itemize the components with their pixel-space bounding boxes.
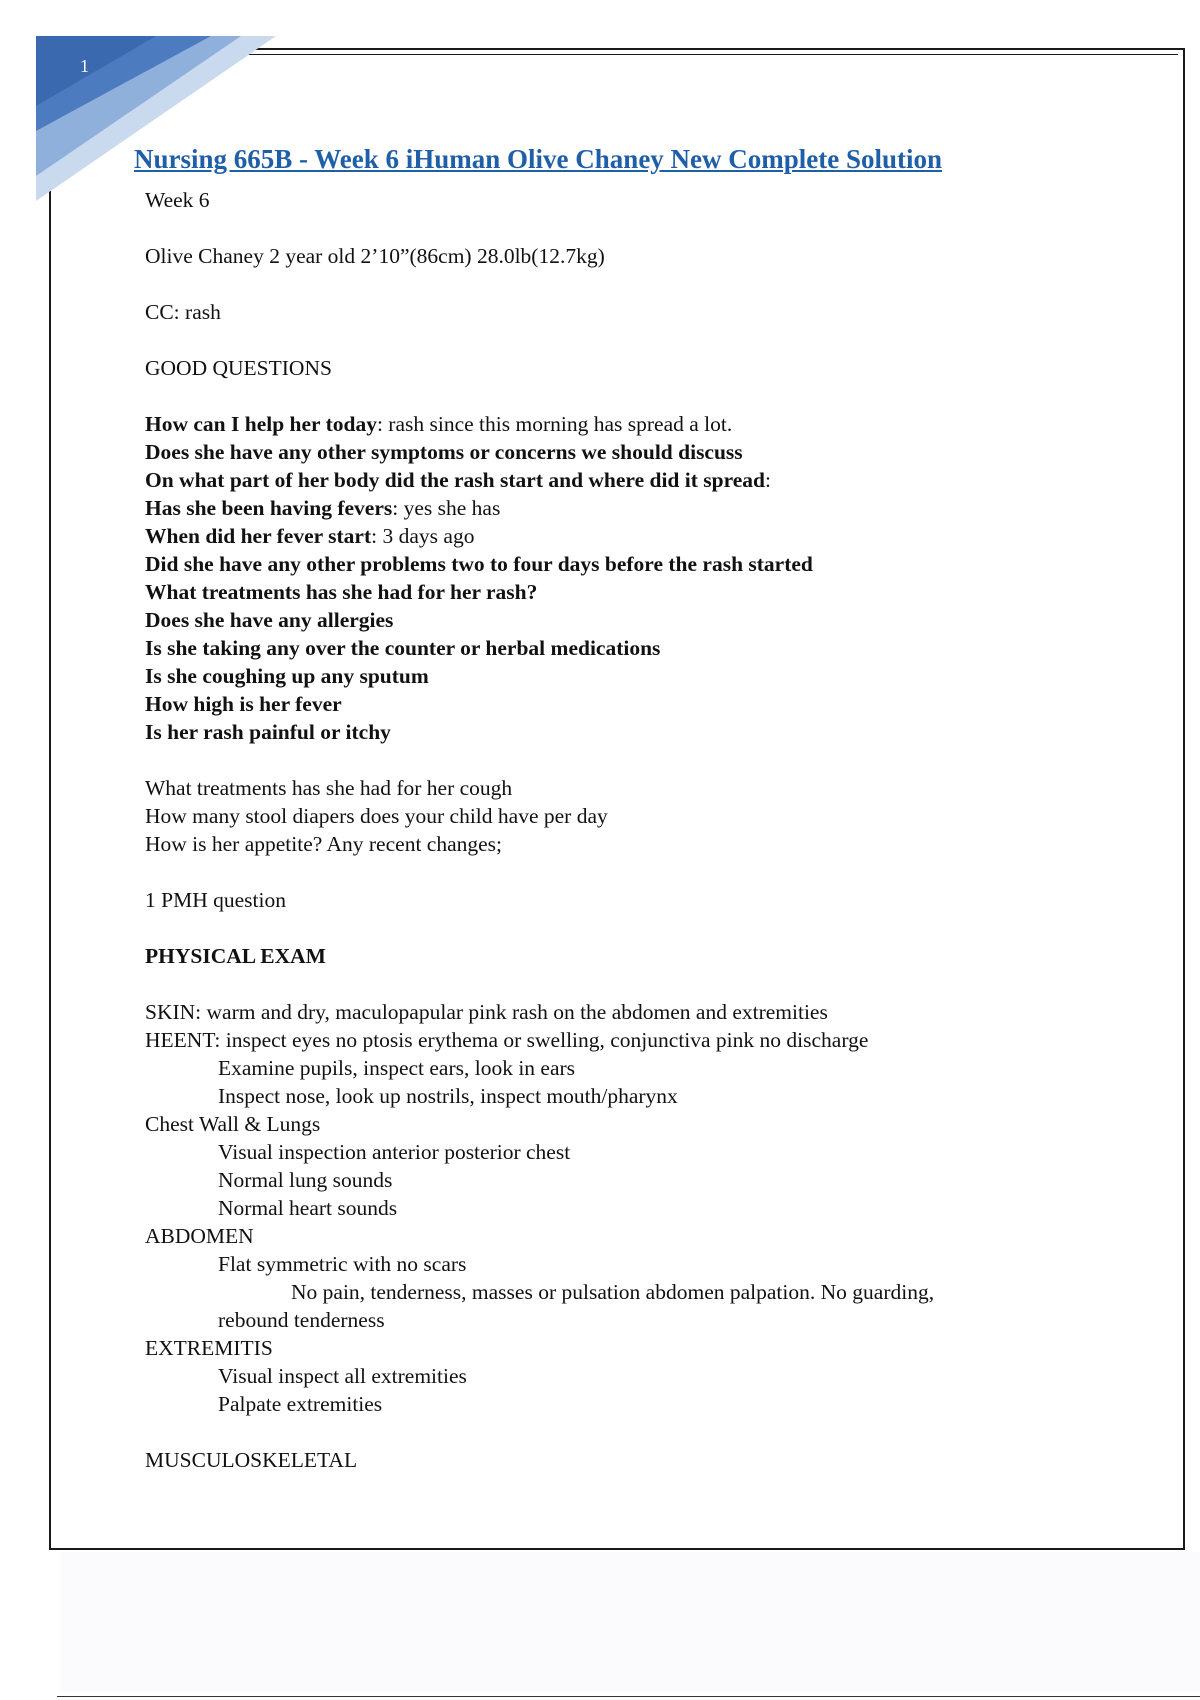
question-item	[145, 662, 1145, 690]
question-item	[145, 494, 1145, 522]
question-text: Does she have any other symptoms or concerns we should discuss	[145, 440, 743, 464]
chest-heading: Chest Wall & Lungs	[145, 1112, 321, 1136]
question-text: Did she have any other problems two to four days before the rash started	[145, 552, 813, 576]
abdomen-detail-cont: rebound tenderness	[218, 1308, 385, 1332]
question-item	[145, 690, 1145, 718]
next-page-top-rule	[57, 1696, 1200, 1697]
heent-finding: HEENT: inspect eyes no ptosis erythema or swelling, conjunctiva pink no discharge	[145, 1028, 869, 1052]
question-text: How can I help her today	[145, 412, 377, 436]
question-item	[145, 634, 1145, 662]
heent-item: Inspect nose, look up nostrils, inspect mouth/pharynx	[218, 1084, 678, 1108]
document-body	[145, 186, 1145, 1474]
chief-complaint: CC: rash	[145, 300, 221, 324]
chest-item: Normal lung sounds	[218, 1168, 393, 1192]
good-questions-list	[145, 410, 1145, 746]
next-page-shadow	[60, 1552, 1200, 1692]
question-item	[145, 606, 1145, 634]
answer-text: : 3 days ago	[371, 524, 475, 548]
extremities-item: Visual inspect all extremities	[218, 1364, 467, 1388]
extra-question: How many stool diapers does your child have per day	[145, 804, 608, 828]
question-text: On what part of her body did the rash start and where did it spread	[145, 468, 765, 492]
question-text: Has she been having fevers	[145, 496, 393, 520]
abdomen-detail: No pain, tenderness, masses or pulsation abdomen palpation. No guarding,	[291, 1280, 935, 1304]
abdomen-heading: ABDOMEN	[145, 1224, 254, 1248]
extremities-item: Palpate extremities	[218, 1392, 383, 1416]
answer-text: :	[765, 468, 771, 492]
chest-item: Normal heart sounds	[218, 1196, 398, 1220]
patient-info: Olive Chaney 2 year old 2’10”(86cm) 28.0lb(12.7kg)	[145, 244, 605, 268]
question-item	[145, 410, 1145, 438]
question-item	[145, 578, 1145, 606]
question-text: Is her rash painful or itchy	[145, 720, 391, 744]
musculoskeletal-heading: MUSCULOSKELETAL	[145, 1448, 358, 1472]
question-item	[145, 522, 1145, 550]
question-text: Does she have any allergies	[145, 608, 394, 632]
chest-item: Visual inspection anterior posterior chest	[218, 1140, 571, 1164]
extra-question: How is her appetite? Any recent changes;	[145, 832, 503, 856]
good-questions-heading: GOOD QUESTIONS	[145, 356, 332, 380]
week-label: Week 6	[145, 188, 210, 212]
skin-finding: SKIN: warm and dry, maculopapular pink rash on the abdomen and extremities	[145, 1000, 828, 1024]
answer-text: : rash since this morning has spread a lot.	[376, 412, 733, 436]
question-text: Is she coughing up any sputum	[145, 664, 429, 688]
document-title-link[interactable]: Nursing 665B - Week 6 iHuman Olive Chaney New Complete Solution	[134, 144, 943, 174]
extra-question: What treatments has she had for her cough	[145, 776, 513, 800]
question-text: When did her fever start	[145, 524, 372, 548]
page-number: 1	[80, 56, 89, 76]
question-item	[145, 550, 1145, 578]
physical-exam-heading: PHYSICAL EXAM	[145, 944, 326, 968]
question-item	[145, 718, 1145, 746]
corner-decoration	[36, 36, 276, 201]
pmh-question: 1 PMH question	[145, 888, 286, 912]
question-text: What treatments has she had for her rash?	[145, 580, 538, 604]
heent-item: Examine pupils, inspect ears, look in ears	[218, 1056, 576, 1080]
question-item	[145, 466, 1145, 494]
question-text: How high is her fever	[145, 692, 342, 716]
question-text: Is she taking any over the counter or herbal medications	[145, 636, 661, 660]
abdomen-item: Flat symmetric with no scars	[218, 1252, 467, 1276]
extremities-heading: EXTREMITIS	[145, 1336, 273, 1360]
question-item	[145, 438, 1145, 466]
answer-text: : yes she has	[392, 496, 501, 520]
